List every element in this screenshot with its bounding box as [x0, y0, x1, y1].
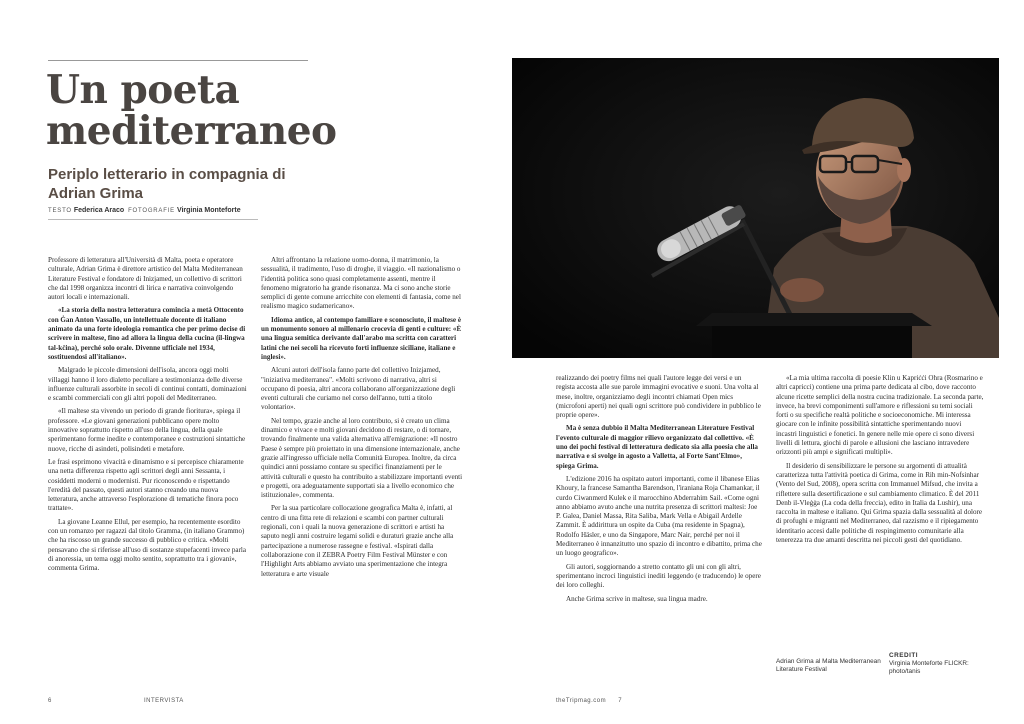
- column-4: [776, 374, 984, 549]
- paragraph: Altri affrontano la relazione uomo-donna, il matrimonio, la sessualità, il tradimento, l'uso di droghe, il viaggio. «Il nazionalismo o l'identità politica sono quasi completamente assenti, mentre il fenomeno migratorio ha grande risonanza. Ma ci sono anche storie semplici di gente comune arricchite con elementi di fantasia, come nel realismo magico sudamericano».: [261, 256, 461, 311]
- photographer-name: Virginia Monteforte: [176, 207, 241, 214]
- page-number: 6: [48, 698, 52, 704]
- byline-rule: [48, 219, 258, 220]
- paragraph: Malgrado le piccole dimensioni dell'isola, ancora oggi molti villaggi hanno il loro dialetto peculiare a testimonianza delle diverse influenze culturali assorbite in secoli di continui contatti, dominazioni e scambi commerciali con gli altri popoli del Mediterraneo.: [48, 366, 247, 403]
- section-label: INTERVISTA: [144, 698, 184, 704]
- testo-label: TESTO: [48, 208, 72, 214]
- photo-caption: Adrian Grima al Malta Mediterranean Literature Festival: [776, 658, 881, 673]
- article-subtitle: Periplo letterario in compagnia di Adrian Grima: [48, 166, 286, 202]
- site-url: theTripmag.com: [556, 698, 607, 704]
- quote-paragraph: «La storia della nostra letteratura comincia a metà Ottocento con Ġan Anton Vassallo, un intellettuale docente di italiano animato da una forte ideologia romantica che per primo decise di scrivere in maltese, fino ad allora la lingua della cucina (il-lingwa tal-kċina), perché solo orale. Divenne ufficiale nel 1934, sostituendosi all'italiano».: [48, 306, 246, 361]
- article-title: Un poeta mediterraneo: [46, 67, 337, 154]
- paragraph: Alcuni autori dell'isola fanno parte del collettivo Inizjamed, "iniziativa mediterranea". «Molti scrivono di narrativa, altri si occupano di poesia, altri ancora collaborano all'organizzazione degli eventi culturali che curiamo nel corso dell'anno, tutti a titolo volontario».: [261, 366, 456, 412]
- credits-label: CREDITI: [889, 652, 919, 659]
- paragraph: realizzando dei poetry films nei quali l'autore legge dei versi e un regista accosta alle sue parole immagini evocative e suoni. Una volta al mese, inoltre, organizziamo degli incontri chiamati Open mics (microfoni aperti) nei quali ogni scrittore può condividere in pubblico le proprie opere».: [556, 374, 761, 420]
- paragraph: Gli autori, soggiornando a stretto contatto gli uni con gli altri, sperimentano incroci linguistici inediti leggendo (e traducendo) le opere dei loro colleghi.: [556, 562, 761, 590]
- column-3: [556, 374, 762, 608]
- paragraph: L'edizione 2016 ha ospitato autori importanti, come il libanese Elias Khoury, la francese Samantha Barendson, l'iraniana Roja Chamankar, il curdo Ciwanmerd Kulek e il marocchino Abderrahim Sail. «Come ogni anno abbiamo avuto anche una nutrita presenza di scrittori maltesi: Joe P. Galea, Daniel Massa, Rita Saliba, Mark Vella e Abigail Ardelle Zammit. È addirittura un ospite da Cuba (ma residente in Spagna), Rodolfo Häsler, e uno da Singapore, Marc Nair, perché per noi il Mediterraneo è innanzitutto uno spazio di incontro e dibattito, prima che un luogo geografico».: [556, 474, 762, 558]
- folio-left: [48, 698, 184, 704]
- quote-paragraph: Idioma antico, al contempo familiare e sconosciuto, il maltese è un monumento sonoro al millenario crocevia di genti e culture: «È una lingua semitica derivante dall'arabo ma scritta con caratteri latini che nei secoli ha ricevuto forti influenze siciliane, italiane e inglesi».: [261, 315, 462, 361]
- paragraph: Nel tempo, grazie anche al loro contributo, si è creato un clima dinamico e vivace e molti giovani decidono di restare, o di tornare, trovando finalmente una valida alternativa all'emigrazione: «Il nostro Paese è sempre più proiettato in una dimensione internazionale, anche grazie all'ingresso ufficiale nella Comunità Europea. Inoltre, da circa quindici anni possiamo contare su specifici finanziamenti per le attività culturali e questo ha contribuito a stabilizzare importanti eventi e progetti, ora adeguatamente supportati sia a livello economico che istituzionale», commenta.: [261, 416, 463, 500]
- portrait-photo: [512, 58, 999, 358]
- paragraph: «Il maltese sta vivendo un periodo di grande fioritura», spiega il professore. «Le giovani generazioni pubblicano opere molto innovative soprattutto rispetto all'uso della lingua, della quale sperimentano forme inedite e contemporanee e costruzioni sintattiche nuove, ricche di asindeti, polisindeti e metafore.: [48, 407, 246, 453]
- paragraph: Le frasi esprimono vivacità e dinamismo e si percepisce chiaramente una netta differenza rispetto agli scrittori degli anni Sessanta, i cosiddetti moderni o modernisti. Pur riconoscendo e rispettando l'eredità del passato, questi autori stanno creando una nuova letteratura, anche attraverso l'esplorazione di tematiche finora poco trattate».: [48, 457, 244, 513]
- quote-paragraph: Ma è senza dubbio il Malta Mediterranean Literature Festival l'evento culturale di maggior rilievo organizzato dal collettivo. «È uno dei pochi festival di letteratura dedicato sia alla poesia che alla narrativa e si svolge in agosto a Valletta, al Forte Sant'Elmo», spiega Grima.: [556, 424, 758, 470]
- photo-credits: [889, 652, 989, 676]
- column-2: [261, 256, 463, 583]
- credits-text: Virginia Monteforte FLICKR: photo/tanis: [889, 660, 969, 675]
- paragraph: Professore di letteratura all'Università di Malta, poeta e operatore culturale, Adrian Grima è direttore artistico del Malta Mediterranean Literature Festival e fondatore di Inizjamed, un collettivo di scrittori che dal 1998 organizza incontri di lirica e narrativa coinvolgendo autori locali e internazionali.: [48, 256, 243, 302]
- paragraph: Anche Grima scrive in maltese, sua lingua madre.: [566, 594, 708, 603]
- paragraph: La giovane Leanne Ellul, per esempio, ha recentemente esordito con un romanzo per ragazzi dal titolo Gramma, (in italiano Grammo) che ha riscosso un grande successo di pubblico e critica. «Molti pensavano che si riferisse all'uso di sostanze stupefacenti invece parla di anoressia, un tema oggi molto sentito, soprattutto tra i giovani», commenta Grima.: [48, 517, 247, 573]
- author-name: Federica Araco: [73, 207, 125, 214]
- folio-right: [556, 698, 622, 704]
- photo-illustration: [512, 58, 999, 358]
- foto-label: FOTOGRAFIE: [128, 208, 175, 214]
- paragraph: «La mia ultima raccolta di poesie Klin u Kapriċċi Ohra (Rosmarino e altri capricci) contiene una prima parte dedicata al cibo, dove racconto alcune ricette semplici della nostra cucina tradizionale. La seconda parte, invece, ha brevi componimenti sull'amore e riflessioni su temi sociali forti o su specifiche realtà politiche e socioeconomiche. Mi interessa giocare con le infinite possibilità sintattiche sperimentando nuovi incastri linguistici e fonetici. In genere nelle mie opere ci sono diversi livelli di lettura, giochi di parole e allusioni che lasciano intravedere orizzonti più ampi e significati multipli».: [776, 374, 984, 457]
- paragraph: Per la sua particolare collocazione geografica Malta è, infatti, al centro di una fitta rete di relazioni e scambi con partner culturali regionali, con i quali la nuova generazione di scrittori e artisti ha saputo negli anni costruire legami solidi e duraturi grazie anche alla partecipazione a numerose rassegne e festival. «Ispirati dalla collaborazione con il ZEBRA Poetry Film Festival Münster e con l'Highlight Arts abbiamo avviato una sperimentazione che integra letteratura e arte visuale: [261, 504, 454, 578]
- top-rule: [48, 60, 308, 61]
- paragraph: Il desiderio di sensibilizzare le persone su argomenti di attualità caratterizza tutta l'attività poetica di Grima, come in Rih min-Nofsinhar (Vento del Sud, 2008), opera scritta con Immanuel Mifsud, che invita a riflettere sulla desertificazione e sul cambiamento climatico. È del 2011 Denb il-Vleġġa (La coda della freccia), edito in Italia da Lushir), una raccolta in maltese e italiano. Qui Grima spazia dalla sessualità al dolore di profughi e migranti nel Mediterraneo, dal razzismo e il ripiegamento identitario accesi dalle politiche di respingimento comunitarie alla tenerezza tra due amanti descritta nei piccoli gesti del quotidiano.: [776, 461, 983, 545]
- byline: [48, 207, 328, 214]
- page-number: 7: [618, 698, 623, 704]
- column-1: [48, 256, 248, 578]
